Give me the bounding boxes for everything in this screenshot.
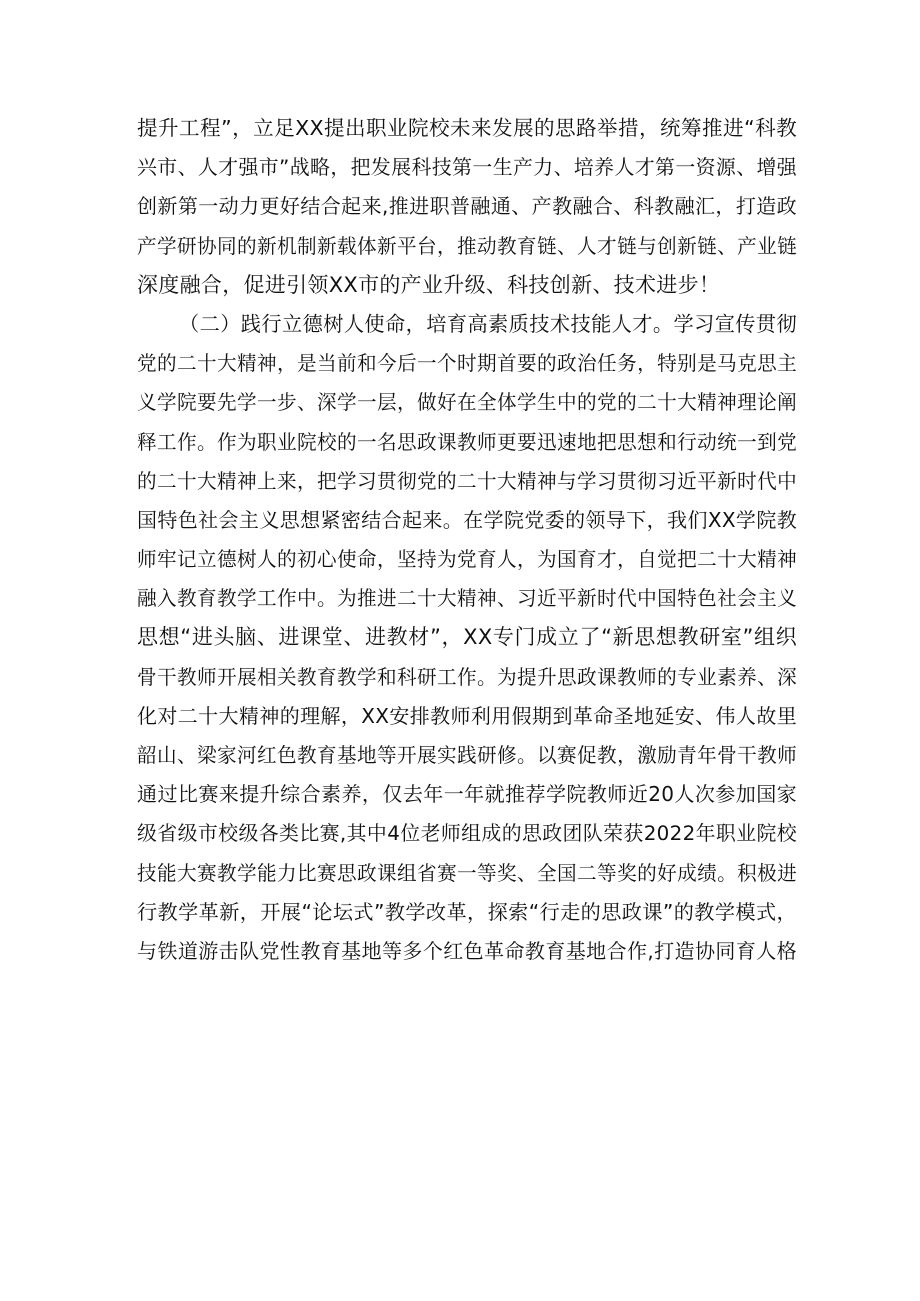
paragraph-2 bbox=[137, 305, 797, 971]
text-line: 党的二十大精神，是当前和今后一个时期首要的政治任务，特别是马克思主 bbox=[137, 352, 797, 376]
body-text bbox=[137, 109, 797, 971]
text-line: 化对二十大精神的理解，XX安排教师利用假期到革命圣地延安、伟人故里 bbox=[137, 703, 797, 728]
text-line: 级省级市校级各类比赛,其中4位老师组成的思政团队荣获2022年职业院校 bbox=[137, 822, 797, 846]
section-heading-line: （二）践行立德树人使命，培育高素质技术技能人才。学习宣传贯彻 bbox=[179, 311, 797, 336]
text-line: 释工作。作为职业院校的一名思政课教师更要迅速地把思想和行动统一到党 bbox=[137, 430, 797, 454]
text-line: 国特色社会主义思想紧密结合起来。在学院党委的领导下，我们XX学院教 bbox=[137, 507, 797, 532]
text-line: 产学研协同的新机制新载体新平台，推动教育链、人才链与创新链、产业链 bbox=[137, 234, 797, 258]
text-line: 师牢记立德树人的初心使命，坚持为党育人，为国育才，自觉把二十大精神 bbox=[137, 548, 797, 572]
text-line: 行教学革新，开展“论坛式”教学改革，探索“行走的思政课”的教学模式， bbox=[137, 899, 797, 924]
text-line: 融入教育教学工作中。为推进二十大精神、习近平新时代中国特色社会主义 bbox=[137, 587, 797, 611]
paragraph-1 bbox=[137, 109, 797, 305]
text-line: 创新第一动力更好结合起来,推进职普融通、产教融合、科教融汇，打造政 bbox=[137, 194, 797, 219]
text-line: 义学院要先学一步、深学一层，做好在全体学生中的党的二十大精神理论阐 bbox=[137, 391, 797, 415]
text-line: 的二十大精神上来，把学习贯彻党的二十大精神与学习贯彻习近平新时代中 bbox=[137, 469, 797, 493]
text-line: 兴市、人才强市”战略，把发展科技第一生产力、培养人才第一资源、增强 bbox=[137, 156, 797, 180]
text-line: 思想“进头脑、进课堂、进教材”，XX专门成立了“新思想教研室”组织 bbox=[137, 625, 797, 650]
text-line: 与铁道游击队党性教育基地等多个红色革命教育基地合作,打造协同育人格 bbox=[137, 938, 797, 963]
text-line: 通过比赛来提升综合素养，仅去年一年就推荐学院教师近20人次参加国家 bbox=[137, 782, 797, 807]
text-line: 韶山、梁家河红色教育基地等开展实践研修。以赛促教，激励青年骨干教师 bbox=[137, 744, 797, 767]
text-line: 深度融合，促进引领XX市的产业升级、科技创新、技术进步！ bbox=[137, 272, 721, 297]
text-line: 技能大赛教学能力比赛思政课组省赛一等奖、全国二等奖的好成绩。积极进 bbox=[137, 861, 797, 885]
text-line: 提升工程”，立足XX提出职业院校未来发展的思路举措，统筹推进“科教 bbox=[137, 116, 797, 140]
text-line: 骨干教师开展相关教育教学和科研工作。为提升思政课教师的专业素养、深 bbox=[137, 665, 797, 689]
